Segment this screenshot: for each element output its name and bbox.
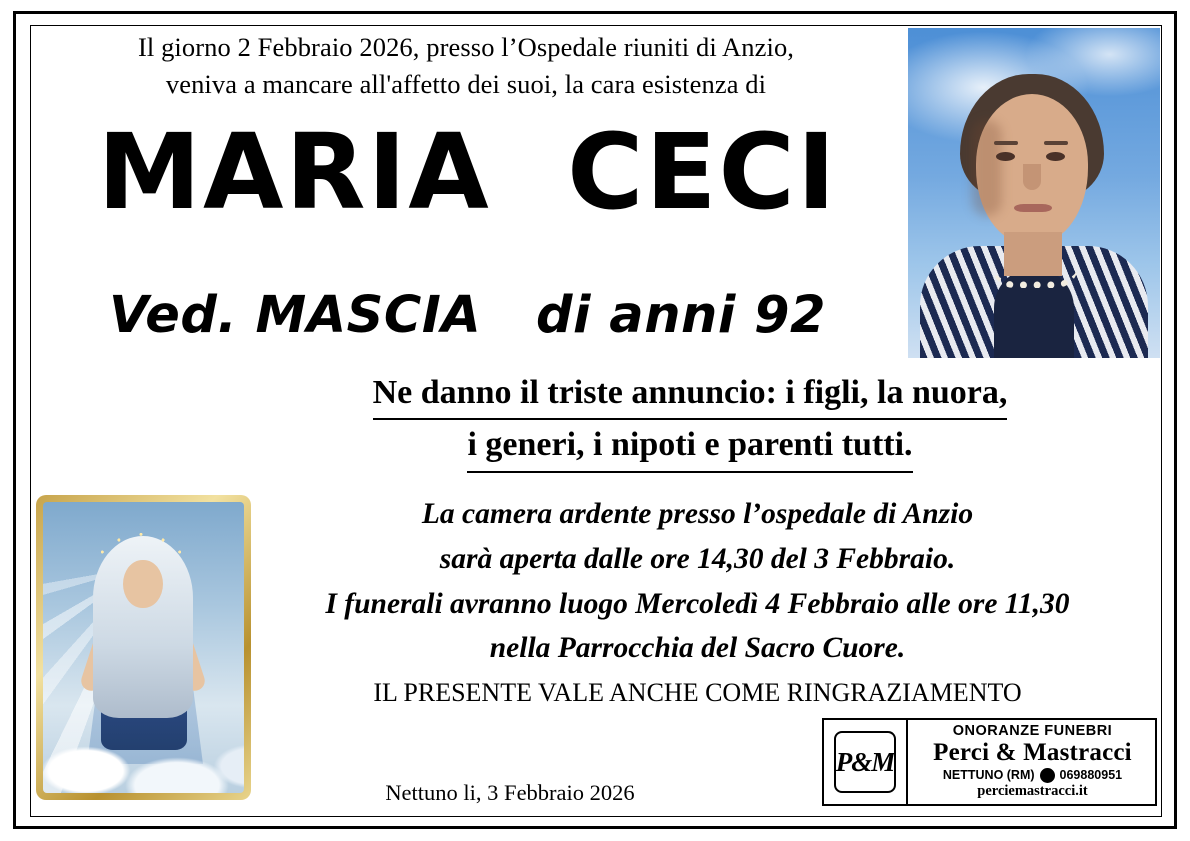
photo-eyebrow-left	[994, 141, 1018, 145]
logo-monogram: P&M	[834, 731, 896, 793]
photo-nose	[1023, 164, 1041, 190]
holy-clouds	[43, 687, 244, 793]
deceased-name: MARIA CECI	[97, 111, 838, 233]
intro-line-1: Il giorno 2 Febbraio 2026, presso l’Ospedale riuniti di Anzio,	[137, 32, 795, 62]
madonna-holy-image	[36, 495, 251, 800]
intro-text	[36, 30, 896, 102]
intro-line-2: veniva a mancare all'affetto dei suoi, la cara esistenza di	[165, 68, 767, 99]
logo-company-name: Perci & Mastracci	[933, 739, 1132, 767]
announcement-line-1	[220, 368, 1160, 420]
announcement-line-1-text: Ne danno il triste annuncio: i figli, la nuora,	[373, 368, 1008, 420]
thanks-note: IL PRESENTE VALE ANCHE COME RINGRAZIAMENTO	[373, 678, 1022, 707]
announcement-text	[220, 368, 1160, 473]
photo-eyebrow-right	[1044, 141, 1068, 145]
funeral-home-logo	[822, 718, 1157, 806]
photo-eye-left	[996, 152, 1015, 161]
deceased-subtitle: Ved. MASCIA di anni 92	[108, 286, 827, 345]
portrait-photo-deceased	[908, 28, 1160, 358]
announcement-line-2	[220, 420, 1160, 472]
photo-face-shading	[972, 120, 1002, 216]
logo-top-line: ONORANZE FUNEBRI	[952, 723, 1113, 739]
logo-city: NETTUNO (RM)	[942, 768, 1035, 783]
logo-website: perciemastracci.it	[977, 783, 1088, 800]
detail-line-1: La camera ardente presso l’ospedale di Anzio	[421, 498, 974, 530]
whatsapp-icon	[1040, 768, 1055, 783]
photo-mouth	[1014, 204, 1052, 212]
detail-line-2: sarà aperta dalle ore 14,30 del 3 Febbraio.	[439, 542, 956, 575]
place-and-date: Nettuno li, 3 Febbraio 2026	[385, 780, 635, 805]
logo-mark	[824, 720, 908, 804]
detail-line-3: I funerali avranno luogo Mercoledì 4 Febbraio alle ore 11,30	[325, 587, 1070, 620]
photo-eye-right	[1046, 152, 1065, 161]
photo-pearl-necklace	[992, 266, 1078, 288]
logo-text-block	[908, 720, 1155, 804]
logo-phone: 069880951	[1059, 768, 1123, 783]
holy-image-inner	[43, 502, 244, 793]
logo-contact-row	[916, 768, 1149, 783]
holy-star-halo	[95, 528, 187, 568]
announcement-line-2-text: i generi, i nipoti e parenti tutti.	[467, 420, 912, 472]
detail-line-4: nella Parrocchia del Sacro Cuore.	[489, 632, 906, 665]
service-details	[235, 492, 1160, 671]
